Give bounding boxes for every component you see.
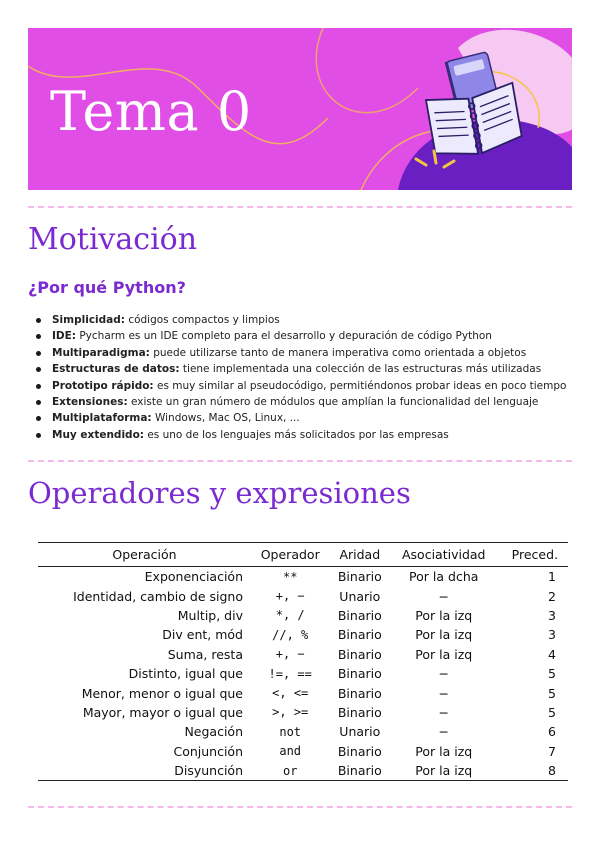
list-item [36,328,576,344]
cell-asociatividad: Por la izq [415,607,473,623]
cell-aridad: Unario [339,724,381,740]
cell-operacion: Distinto, igual que [128,666,243,682]
column-header-operacion: Operación [38,543,251,567]
column-header-aridad: Aridad [329,543,390,567]
cell-operador: or [251,761,329,781]
cell-aridad: Unario [339,588,381,604]
cell-operacion: Mayor, mayor o igual que [82,704,243,720]
section-divider [28,806,572,808]
bullet-text: existe un gran número de módulos que amplían la funcionalidad del lenguaje [131,396,539,409]
table-row [38,586,568,605]
section-divider [28,206,572,208]
cell-preced: 5 [548,685,556,701]
list-item [36,361,576,377]
table-row [38,761,568,781]
cell-operador: +, − [275,647,305,662]
cell-asociatividad: Por la izq [415,646,473,662]
column-header-asociatividad: Asociatividad [390,543,497,567]
cell-operacion: Menor, menor o igual que [81,685,243,701]
cell-asociatividad: − [438,685,449,701]
cell-preced: 2 [548,588,556,604]
cell-preced: 8 [497,761,568,781]
bullet-term: Estructuras de datos: [52,363,180,376]
cell-aridad: Binario [337,569,382,585]
cell-asociatividad: − [438,588,449,604]
list-item [36,410,576,426]
motivation-list [36,312,576,443]
bullet-term: IDE: [52,330,76,343]
cell-operador: +, − [275,589,305,604]
cell-aridad: Binario [337,627,382,643]
table-row [38,703,568,722]
table-row [38,722,568,741]
table-row [38,742,568,761]
bullet-text: códigos compactos y limpios [128,314,280,326]
table-row [38,683,568,702]
bullet-text: es uno de los lenguajes más solicitados por las empresas [147,428,449,441]
cell-operacion: Div ent, mód [162,627,243,643]
cell-asociatividad: Por la izq [415,743,473,759]
cell-operador: *, / [275,608,305,623]
cell-operacion: Conjunción [173,743,243,759]
bullet-term: Simplicidad: [52,314,125,326]
bullet-term: Multiplataforma: [52,412,152,425]
cell-operacion: Negación [184,724,243,740]
cell-operador: >, >= [272,705,309,720]
sparkle-decoration [408,143,468,183]
cell-preced: 5 [548,704,556,720]
section-heading-operadores: Operadores y expresiones [28,476,411,510]
table-row [38,606,568,625]
bullet-term: Multiparadigma: [52,346,150,359]
list-item [36,312,576,328]
bullet-text: Pycharm es un IDE completo para el desarrollo y depuración de código Python [79,330,492,343]
table-row [38,625,568,644]
list-item [36,378,576,394]
cell-asociatividad: Por la dcha [409,569,479,585]
bullet-text: puede utilizarse tanto de manera imperativa como orientada a objetos [153,346,527,359]
operators-table-body [38,567,568,781]
cell-preced: 3 [548,627,556,643]
cell-preced: 7 [548,743,556,759]
cell-operador: <, <= [272,686,309,701]
bullet-text: es muy similar al pseudocódigo, permitiéndonos probar ideas en poco tiempo [156,379,567,392]
cell-asociatividad: − [438,666,449,682]
table-row [38,645,568,664]
cell-operacion: Identidad, cambio de signo [73,588,243,604]
cell-operacion: Disyunción [38,761,251,781]
operators-table [38,542,568,781]
cell-aridad: Binario [337,743,382,759]
list-item [36,394,576,410]
section-divider [28,460,572,462]
table-row [38,567,568,587]
bullet-text: Windows, Mac OS, Linux, ... [154,412,300,425]
section-heading-motivacion: Motivación [28,222,198,257]
cell-aridad: Binario [337,646,382,662]
cell-operador: and [279,744,302,759]
cell-preced: 1 [548,569,556,585]
cell-operacion: Exponenciación [144,569,243,585]
bullet-term: Extensiones: [52,396,128,409]
cell-asociatividad: Por la izq [390,761,497,781]
cell-operador: ** [282,569,298,584]
cell-aridad: Binario [337,607,382,623]
page-title: Tema 0 [50,80,252,143]
bullet-term: Muy extendido: [52,428,144,441]
table-row [38,664,568,683]
cell-aridad: Binario [337,704,382,720]
cell-operador: !=, == [268,666,312,681]
header-banner [28,28,572,190]
bullet-term: Prototipo rápido: [52,379,154,392]
column-header-operador: Operador [251,543,329,567]
column-header-preced: Preced. [497,543,568,567]
cell-aridad: Binario [337,685,382,701]
list-item [36,427,576,443]
cell-aridad: Binario [329,761,390,781]
cell-asociatividad: Por la izq [415,627,473,643]
cell-asociatividad: − [438,724,449,740]
bullet-text: tiene implementada una colección de las estructuras más utilizadas [182,363,542,376]
cell-preced: 4 [548,646,556,662]
cell-operador: //, % [272,627,309,642]
cell-operacion: Multip, div [177,607,243,623]
cell-asociatividad: − [438,704,449,720]
cell-preced: 5 [548,666,556,682]
table-header-row [38,543,568,567]
list-item [36,345,576,361]
subheading-por-que-python: ¿Por qué Python? [28,278,186,297]
cell-operador: not [279,724,302,739]
cell-aridad: Binario [337,666,382,682]
cell-operacion: Suma, resta [167,646,243,662]
cell-preced: 3 [548,607,556,623]
cell-preced: 6 [548,724,556,740]
